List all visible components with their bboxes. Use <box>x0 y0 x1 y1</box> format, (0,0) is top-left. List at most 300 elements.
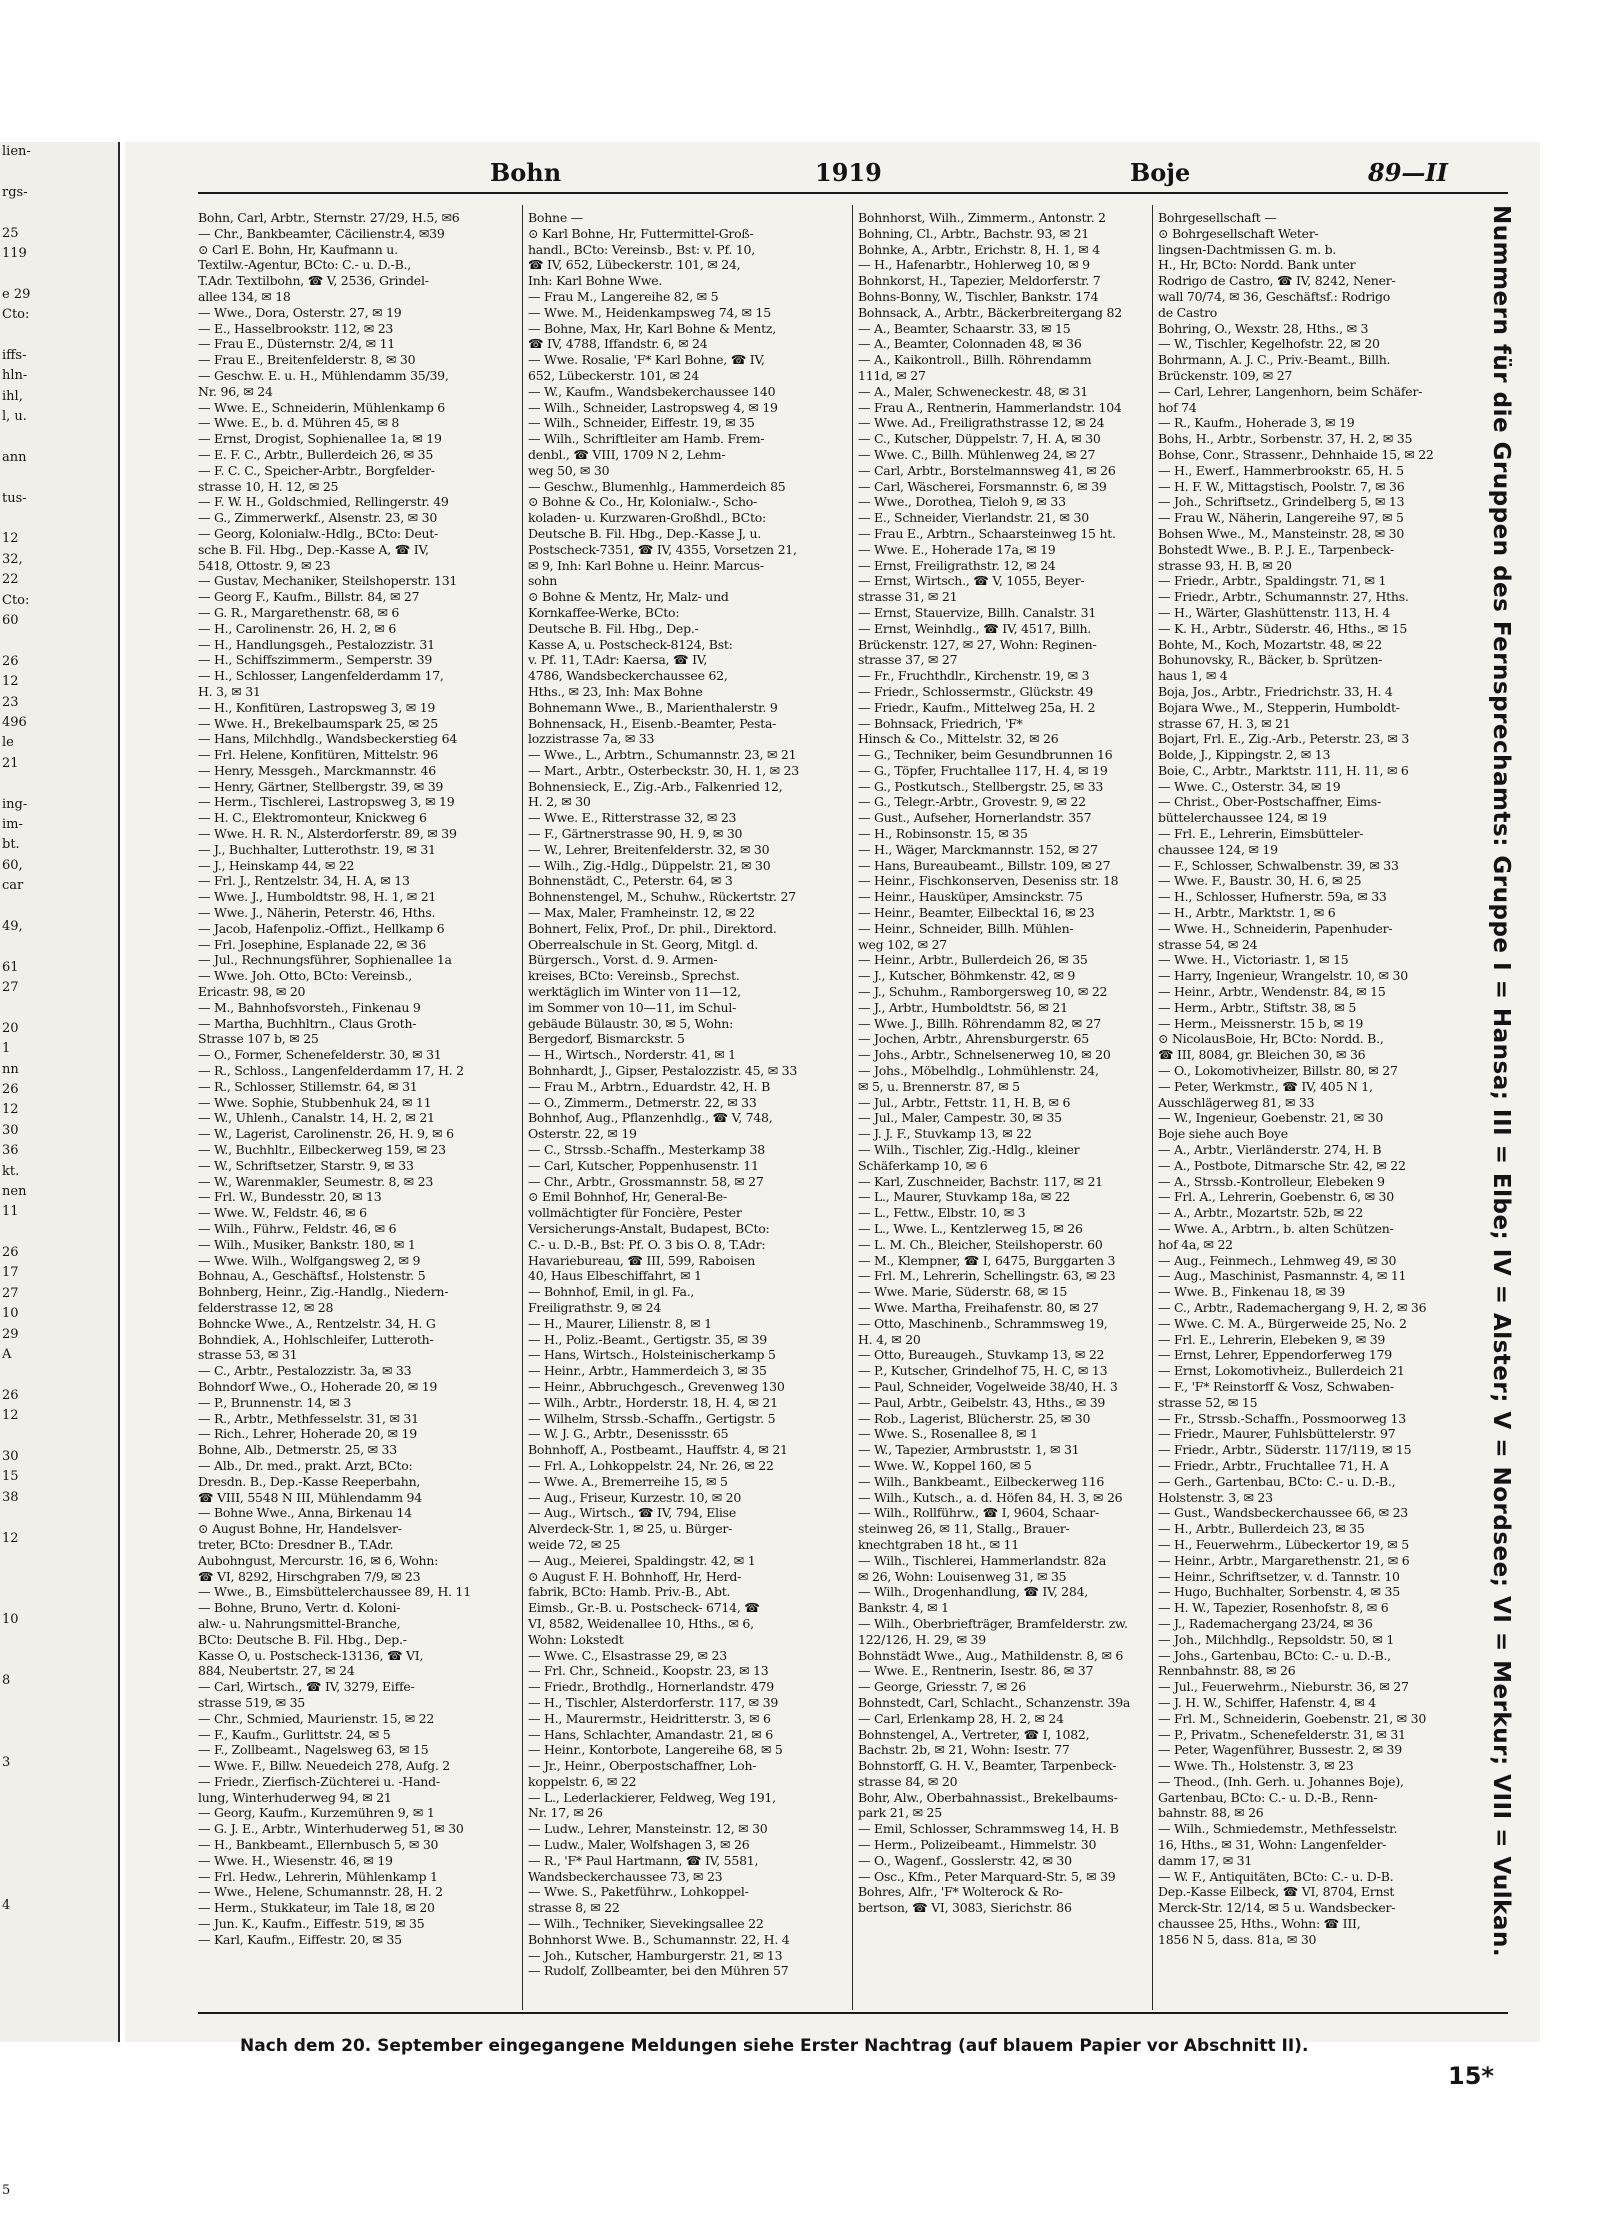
directory-entry-line: — H. C., Elektromonteur, Knickweg 6 <box>198 810 427 826</box>
directory-entry-line: C.- u. D.-B., Bst: Pf. O. 3 bis O. 8, T.Adr: <box>528 1236 766 1252</box>
directory-entry-line: Bohnenstengel, M., Schuhw., Rückertstr. 27 <box>528 889 796 905</box>
directory-entry-line: — L., Lederlackierer, Feldweg, Weg 191, <box>528 1789 776 1805</box>
facing-page-fragment: 30 <box>2 1122 19 1138</box>
directory-entry-line: Versicherungs-Anstalt, Budapest, BCto: <box>528 1221 770 1236</box>
facing-page-fragment <box>0 2018 118 2038</box>
directory-entry-line: — L. M. Ch., Bleicher, Steilshoperstr. 60 <box>858 1236 1103 1252</box>
directory-entry-line: — Aug., Feinmech., Lehmweg 49, ✉ 30 <box>1158 1252 1397 1268</box>
directory-entry-line: — Chr., Schmied, Maurienstr. 15, ✉ 22 <box>198 1710 435 1726</box>
footer-rule <box>198 2012 1508 2014</box>
directory-entry-line: — Ernst, Stauervize, Billh. Canalstr. 31 <box>858 604 1097 620</box>
facing-page-fragment <box>0 509 118 529</box>
directory-entry-line: — P., Brunnenstr. 14, ✉ 3 <box>198 1394 352 1410</box>
facing-page-fragment: 5 <box>2 2183 11 2199</box>
directory-entry-line: — Joh., Schriftsetz., Grindelberg 5, ✉ 13 <box>1158 494 1405 510</box>
directory-entry-line: ⊙ Bohne & Co., Hr, Kolonialw.-, Scho- <box>528 494 757 510</box>
directory-entry-line: Bohsen Wwe., M., Mansteinstr. 28, ✉ 30 <box>1158 525 1405 541</box>
directory-entry-line: — Emil, Schlosser, Schrammsweg 14, H. B <box>858 1821 1119 1837</box>
directory-entry-line: — H., Robinsonstr. 15, ✉ 35 <box>858 826 1028 842</box>
directory-entry-line: — W. F., Antiquitäten, BCto: C.- u. D-B. <box>1158 1868 1394 1884</box>
directory-entry-line: — J., Buchhalter, Lutterothstr. 19, ✉ 31 <box>198 841 436 857</box>
facing-page-fragment <box>0 2140 118 2160</box>
directory-entry-line: — G. R., Margarethenstr. 68, ✉ 6 <box>198 604 400 620</box>
directory-entry-line: — Heinr., Hausküper, Amsinckstr. 75 <box>858 889 1083 905</box>
directory-entry-line: — G., Zimmerwerkf., Alsenstr. 23, ✉ 30 <box>198 510 438 526</box>
directory-entry-line: — W., Ingenieur, Goebenstr. 21, ✉ 30 <box>1158 1110 1384 1126</box>
directory-entry-line: — Johs., Arbtr., Schnelsenerweg 10, ✉ 20 <box>858 1047 1111 1063</box>
directory-entry-line: — Frl. M., Schneiderin, Goebenstr. 21, ✉ 30 <box>1158 1710 1427 1726</box>
directory-entry-line: — R., Kaufm., Hoherade 3, ✉ 19 <box>1158 415 1355 431</box>
directory-entry-line: — P., Privatm., Schenefelderstr. 31, ✉ 31 <box>1158 1726 1406 1742</box>
directory-entry-line: Bergedorf, Bismarckstr. 5 <box>528 1031 685 1047</box>
directory-entry-line: — Frl. J., Rentzelstr. 34, H. A, ✉ 13 <box>198 873 410 889</box>
directory-entry-line: — Jul., Rechnungsführer, Sophienallee 1a <box>198 952 452 968</box>
directory-entry-line: Holstenstr. 3, ✉ 23 <box>1158 1489 1273 1505</box>
directory-entry-line: — L., Fettw., Elbstr. 10, ✉ 3 <box>858 1205 1026 1221</box>
directory-entry-line: — Wilh., Musiker, Bankstr. 180, ✉ 1 <box>198 1236 416 1252</box>
directory-entry-line: ⊙ NicolausBoie, Hr, BCto: Nordd. B., <box>1158 1031 1384 1047</box>
facing-page-fragment <box>0 1223 118 1243</box>
directory-entry-line: — Wwe., Dorothea, Tieloh 9, ✉ 33 <box>858 494 1066 510</box>
facing-page-fragment <box>0 896 118 916</box>
directory-entry-line: alw.- u. Nahrungsmittel-Branche, <box>198 1615 401 1631</box>
directory-entry-line: — J., Heinskamp 44, ✉ 22 <box>198 857 355 873</box>
facing-page-fragment: 49, <box>2 918 23 934</box>
directory-entry-line: — Frau M., Arbtrn., Eduardstr. 42, H. B <box>528 1078 771 1094</box>
directory-entry-line: lingsen-Dachtmissen G. m. b. <box>1158 241 1337 257</box>
directory-entry-line: — R., Arbtr., Methfesselstr. 31, ✉ 31 <box>198 1410 419 1426</box>
directory-entry-line: — Henry, Gärtner, Stellbergstr. 39, ✉ 39 <box>198 778 444 794</box>
directory-entry-line: Bohnhof, Aug., Pflanzenhdlg., ☎ V, 748, <box>528 1110 773 1126</box>
directory-entry-line: Bachstr. 2b, ✉ 21, Wohn: Isestr. 77 <box>858 1742 1070 1758</box>
directory-entry-line: strasse 84, ✉ 20 <box>858 1773 958 1789</box>
directory-entry-line: Alverdeck-Str. 1, ✉ 25, u. Bürger- <box>528 1521 733 1537</box>
directory-entry-line: — Ernst, Wirtsch., ☎ V, 1055, Beyer- <box>858 573 1085 589</box>
facing-page-fragment <box>0 1834 118 1854</box>
directory-entry-line: — F., Zollbeamt., Nagelsweg 63, ✉ 15 <box>198 1742 429 1758</box>
directory-entry-line: ☎ III, 8084, gr. Bleichen 30, ✉ 36 <box>1158 1047 1366 1063</box>
directory-entry-line: — R., Schlosser, Stillemstr. 64, ✉ 31 <box>198 1078 418 1094</box>
directory-entry-line: — Wwe. C., Elsastrasse 29, ✉ 23 <box>528 1647 727 1663</box>
directory-entry-line: — Heinr., Fischkonserven, Deseniss str. 18 <box>858 873 1119 889</box>
directory-entry-line: — H., Maurermstr., Heidritterstr. 3, ✉ 6 <box>528 1710 771 1726</box>
facing-page-fragment <box>0 326 118 346</box>
directory-entry-line: Kornkaffee-Werke, BCto: <box>528 604 680 620</box>
facing-page-fragment: l, u. <box>2 409 27 425</box>
facing-page-fragment <box>0 468 118 488</box>
directory-entry-line: Bohnkorst, H., Tapezier, Meldorferstr. 7 <box>858 273 1101 289</box>
directory-entry-line: — Wwe., B., Eimsbüttelerchaussee 89, H. 11 <box>198 1584 471 1600</box>
directory-entry-line: — H., Carolinenstr. 26, H. 2, ✉ 6 <box>198 620 397 636</box>
facing-page-fragment: 61 <box>2 959 19 975</box>
facing-page-fragment: 11 <box>2 1204 19 1220</box>
facing-page-fragment <box>0 1875 118 1895</box>
directory-entry-line: — Wwe. W., Feldstr. 46, ✉ 6 <box>198 1205 367 1221</box>
directory-entry-line: — K. H., Arbtr., Süderstr. 46, Hths., ✉ 15 <box>1158 620 1408 636</box>
column-divider <box>522 205 523 2010</box>
directory-entry-line: Bohstedt Wwe., B. P. J. E., Tarpenbeck- <box>1158 541 1394 557</box>
directory-entry-line: — Frl. Helene, Konfitüren, Mittelstr. 96 <box>198 747 438 763</box>
directory-entry-line: Bojara Wwe., M., Stepperin, Humboldt- <box>1158 699 1400 715</box>
directory-entry-line: 652, Lübeckerstr. 101, ✉ 24 <box>528 367 699 383</box>
directory-entry-line: Bohnberg, Heinr., Zig.-Handlg., Niedern- <box>198 1284 449 1300</box>
directory-entry-line: — Ernst, Lehrer, Eppendorferweg 179 <box>1158 1347 1392 1363</box>
directory-entry-line: Bohnstorff, G. H. V., Beamter, Tarpenbeck- <box>858 1758 1117 1774</box>
directory-entry-line: — C., Arbtr., Rademachergang 9, H. 2, ✉ 36 <box>1158 1299 1427 1315</box>
directory-entry-line: — Gust., Aufseher, Hornerlandstr. 357 <box>858 810 1092 826</box>
directory-entry-line: ✉ 5, u. Brennerstr. 87, ✉ 5 <box>858 1078 1020 1094</box>
facing-page-fragment <box>0 162 118 182</box>
directory-column-2 <box>528 210 846 2006</box>
directory-entry-line: — Gerh., Gartenbau, BCto: C.- u. D.-B., <box>1158 1473 1396 1489</box>
directory-entry-line: — Wwe. Joh. Otto, BCto: Vereinsb., <box>198 968 412 984</box>
directory-entry-line: — Wwe. J., Humboldtstr. 98, H. 1, ✉ 21 <box>198 889 437 905</box>
directory-entry-line: Bohns-Bonny, W., Tischler, Bankstr. 174 <box>858 288 1099 304</box>
facing-page-fragment: ann <box>2 449 27 465</box>
directory-entry-line: — Wwe. A., Bremerreihe 15, ✉ 5 <box>528 1473 728 1489</box>
directory-entry-line: ☎ VI, 8292, Hirschgraben 7/9, ✉ 23 <box>198 1568 421 1584</box>
directory-entry-line: Bohnemann Wwe., B., Marienthalerstr. 9 <box>528 699 778 715</box>
directory-entry-line: — Gustav, Mechaniker, Steilshoperstr. 131 <box>198 573 458 589</box>
directory-entry-line: — Wwe. W., Koppel 160, ✉ 5 <box>858 1457 1032 1473</box>
directory-entry-line: — Heinr., Arbtr., Wendenstr. 84, ✉ 15 <box>1158 984 1386 1000</box>
directory-entry-line: — Wwe. J., Näherin, Peterstr. 46, Hths. <box>198 905 436 921</box>
directory-entry-line: — W., Lagerist, Carolinenstr. 26, H. 9, ✉ 6 <box>198 1126 454 1142</box>
directory-entry-line: — Wilh., Arbtr., Horderstr. 18, H. 4, ✉ 21 <box>528 1394 778 1410</box>
directory-entry-line: — Bohne, Bruno, Vertr. d. Koloni- <box>198 1600 401 1616</box>
directory-entry-line: strasse 53, ✉ 31 <box>198 1347 298 1363</box>
header-rule <box>198 192 1508 194</box>
facing-page-fragment: 26 <box>2 1081 19 1097</box>
directory-entry-line: — A., Arbtr., Vierländerstr. 274, H. B <box>1158 1142 1382 1158</box>
facing-page-fragment: 3 <box>2 1754 11 1770</box>
directory-entry-line: — E. F. C., Arbtr., Bullerdeich 26, ✉ 35 <box>198 446 434 462</box>
directory-entry-line: Bohnhorst Wwe. B., Schumannstr. 22, H. 4 <box>528 1931 790 1947</box>
directory-entry-line: 122/126, H. 29, ✉ 39 <box>858 1631 986 1647</box>
directory-entry-line: — Geschw., Blumenhlg., Hammerdeich 85 <box>528 478 786 494</box>
directory-entry-line: sche B. Fil. Hbg., Dep.-Kasse A, ☎ IV, <box>198 541 429 557</box>
directory-entry-line: — Heinr., Arbtr., Bullerdeich 26, ✉ 35 <box>858 952 1088 968</box>
directory-entry-line: — Wilh., Schneider, Lastropsweg 4, ✉ 19 <box>528 399 778 415</box>
directory-entry-line: strasse 93, H. B, ✉ 20 <box>1158 557 1292 573</box>
directory-entry-line: Rennbahnstr. 88, ✉ 26 <box>1158 1663 1296 1679</box>
facing-page-fragment: bt. <box>2 837 20 853</box>
directory-entry-line: — Wilhelm, Strssb.-Schaffn., Gertigstr. 5 <box>528 1410 776 1426</box>
directory-entry-line: — Carl, Wäscherei, Forsmannstr. 6, ✉ 39 <box>858 478 1107 494</box>
directory-entry-line: — Carl, Wirtsch., ☎ IV, 3279, Eiffe- <box>198 1679 415 1695</box>
directory-entry-line: — Bohnsack, Friedrich, 'F* <box>858 715 1023 731</box>
directory-entry-line: Bohndorf Wwe., O., Hoherade 20, ✉ 19 <box>198 1378 438 1394</box>
directory-entry-line: — Frl. Josephine, Esplanade 22, ✉ 36 <box>198 936 426 952</box>
directory-entry-line: — Wilh., Drogenhandlung, ☎ IV, 284, <box>858 1584 1088 1600</box>
directory-entry-line: — H., Feuerwehrm., Lübeckertor 19, ✉ 5 <box>1158 1536 1409 1552</box>
header-year: 1919 <box>815 158 882 187</box>
directory-entry-line: — Frl. E., Lehrerin, Elebeken 9, ✉ 39 <box>1158 1331 1386 1347</box>
directory-entry-line: — W. J. G., Arbtr., Desenissstr. 65 <box>528 1426 729 1442</box>
directory-entry-line: Brückenstr. 109, ✉ 27 <box>1158 367 1293 383</box>
directory-entry-line: koladen- u. Kurzwaren-Großhdl., BCto: <box>528 510 766 526</box>
directory-entry-line: — W., Uhlenh., Canalstr. 14, H. 2, ✉ 21 <box>198 1110 435 1126</box>
directory-entry-line: — Paul, Arbtr., Geibelstr. 43, Hths., ✉ 39 <box>858 1394 1106 1410</box>
directory-entry-line: — Frl. Hedw., Lehrerin, Mühlenkamp 1 <box>198 1868 438 1884</box>
facing-page-fragment <box>0 1569 118 1589</box>
directory-entry-line: de Castro <box>1158 304 1218 320</box>
directory-entry-line: ☎ IV, 652, Lübeckerstr. 101, ✉ 24, <box>528 257 741 273</box>
directory-entry-line: — Wilh., Techniker, Sievekingsallee 22 <box>528 1916 764 1932</box>
directory-entry-line: — Wwe. H., Brekelbaumspark 25, ✉ 25 <box>198 715 438 731</box>
facing-page-fragment: 10 <box>2 1612 19 1628</box>
facing-page-fragment: 12 <box>2 531 19 547</box>
facing-page-fragment <box>0 1365 118 1385</box>
facing-page-fragment: 8 <box>2 1673 11 1689</box>
facing-page-fragment: 30 <box>2 1449 19 1464</box>
directory-entry-line: — Wwe., Dora, Osterstr. 27, ✉ 19 <box>198 304 402 320</box>
directory-entry-line: — Wilh., Tischlerei, Hammerlandstr. 82a <box>858 1552 1107 1568</box>
facing-page-fragment <box>0 1998 118 2018</box>
directory-entry-line: Bohning, Cl., Arbtr., Bachstr. 93, ✉ 21 <box>858 225 1089 241</box>
directory-entry-line: — Wwe. M., Heidenkampsweg 74, ✉ 15 <box>528 304 771 320</box>
directory-entry-line: Boje siehe auch Boye <box>1158 1126 1288 1142</box>
directory-entry-line: — Carl, Kutscher, Poppenhusenstr. 11 <box>528 1157 759 1173</box>
directory-entry-line: — Peter, Wagenführer, Bussestr. 2, ✉ 39 <box>1158 1742 1402 1758</box>
directory-entry-line: Bohnenstädt, C., Peterstr. 64, ✉ 3 <box>528 873 733 889</box>
facing-page-fragment: Cto: <box>2 592 30 608</box>
directory-entry-line: Textilw.-Agentur, BCto: C.- u. D.-B., <box>198 257 412 273</box>
directory-entry-line: — Friedr., Kaufm., Mittelweg 25a, H. 2 <box>858 699 1096 715</box>
directory-entry-line: Hths., ✉ 23, Inh: Max Bohne <box>528 683 703 699</box>
facing-page-fragment: 26 <box>2 1245 19 1261</box>
directory-entry-line: — Heinr., Abbruchgesch., Grevenweg 130 <box>528 1378 785 1394</box>
directory-entry-line: H. 3, ✉ 31 <box>198 683 261 699</box>
directory-entry-line: Bohndiek, A., Hohlschleifer, Lutteroth- <box>198 1331 434 1347</box>
directory-entry-line: handl., BCto: Vereinsb., Bst: v. Pf. 10, <box>528 241 755 257</box>
directory-entry-line: — Herm., Tischlerei, Lastropsweg 3, ✉ 19 <box>198 794 455 810</box>
directory-entry-line: Postscheck-7351, ☎ IV, 4355, Vorsetzen 21, <box>528 541 797 557</box>
directory-entry-line: Nr. 17, ✉ 26 <box>528 1805 603 1821</box>
directory-entry-line: — Friedr., Brothdlg., Hornerlandstr. 479 <box>528 1679 774 1695</box>
directory-entry-line: — Henry, Messgeh., Marckmannstr. 46 <box>198 762 436 778</box>
directory-entry-line: weg 102, ✉ 27 <box>858 936 947 952</box>
directory-entry-line: — H., Schiffszimmerm., Semperstr. 39 <box>198 652 433 668</box>
directory-entry-line: allee 134, ✉ 18 <box>198 288 291 304</box>
page-number: 15* <box>1448 2062 1494 2090</box>
column-divider <box>852 205 853 2010</box>
directory-entry-line: — Aug., Friseur, Kurzestr. 10, ✉ 20 <box>528 1489 742 1505</box>
facing-page-fragment: 21 <box>2 755 19 771</box>
directory-entry-line: — Hans, Wirtsch., Holsteinischerkamp 5 <box>528 1347 776 1363</box>
facing-page-fragment: 22 <box>2 572 19 588</box>
directory-entry-line: — H., Schlosser, Langenfelderdamm 17, <box>198 668 444 684</box>
facing-page-fragment: 10 <box>2 1306 19 1322</box>
facing-page-fragment <box>0 1936 118 1956</box>
directory-entry-line: BCto: Deutsche B. Fil. Hbg., Dep.- <box>198 1631 407 1647</box>
directory-entry-line: lozzistrasse 7a, ✉ 33 <box>528 731 655 747</box>
directory-entry-line: — A., Arbtr., Mozartstr. 52b, ✉ 22 <box>1158 1205 1364 1221</box>
directory-entry-line: — O., Lokomotivheizer, Billstr. 80, ✉ 27 <box>1158 1063 1398 1079</box>
directory-entry-line: — J., Arbtr., Humboldtstr. 56, ✉ 21 <box>858 999 1068 1015</box>
directory-entry-line: — L., Wwe. L., Kentzlerweg 15, ✉ 26 <box>858 1221 1083 1236</box>
directory-entry-line: 5418, Ottostr. 9, ✉ 23 <box>198 557 331 573</box>
directory-entry-line: — H. W., Tapezier, Rosenhofstr. 8, ✉ 6 <box>1158 1600 1389 1616</box>
directory-entry-line: — Carl, Erlenkamp 28, H. 2, ✉ 24 <box>858 1710 1064 1726</box>
directory-entry-line: — Rudolf, Zollbeamter, bei den Mühren 57 <box>528 1963 789 1979</box>
directory-entry-line: strasse 10, H. 12, ✉ 25 <box>198 478 339 494</box>
directory-entry-line: — F., 'F* Reinstorff & Vosz, Schwaben- <box>1158 1378 1394 1394</box>
directory-entry-line: — Heinr., Arbtr., Margarethenstr. 21, ✉ 6 <box>1158 1552 1410 1568</box>
facing-page-edge <box>0 142 120 2199</box>
directory-entry-line: — Carl, Arbtr., Borstelmannsweg 41, ✉ 26 <box>858 462 1116 478</box>
directory-entry-line: Bohres, Alfr., 'F* Wolterock & Ro- <box>858 1884 1063 1900</box>
directory-entry-line: Bohunovsky, R., Bäcker, b. Sprützen- <box>1158 652 1383 668</box>
directory-entry-line: — E., Hasselbrookstr. 112, ✉ 23 <box>198 320 394 336</box>
directory-entry-line: Bohr, Alw., Oberbahnassist., Brekelbaums- <box>858 1789 1118 1805</box>
directory-entry-line: — Wwe. Sophie, Stubbenhuk 24, ✉ 11 <box>198 1094 432 1110</box>
directory-entry-line: 884, Neubertstr. 27, ✉ 24 <box>198 1663 355 1679</box>
directory-entry-line: — Jr., Heinr., Oberpostschaffner, Loh- <box>528 1758 757 1774</box>
directory-entry-line: — H., Konfitüren, Lastropsweg 3, ✉ 19 <box>198 699 436 715</box>
directory-entry-line: Hinsch & Co., Mittelstr. 32, ✉ 26 <box>858 731 1059 747</box>
directory-entry-line: — Johs., Möbelhdlg., Lohmühlenstr. 24, <box>858 1063 1099 1079</box>
facing-page-fragment: lien- <box>2 144 31 159</box>
facing-page-fragment <box>0 1977 118 1997</box>
directory-entry-line: — H., Ewerf., Hammerbrookstr. 65, H. 5 <box>1158 462 1404 478</box>
directory-entry-line: Bohnke, A., Arbtr., Erichstr. 8, H. 1, ✉ 4 <box>858 241 1100 257</box>
facing-page-fragment <box>0 631 118 651</box>
facing-page-fragment: 27 <box>2 980 19 996</box>
directory-entry-line: — J., Rademachergang 23/24, ✉ 36 <box>1158 1615 1373 1631</box>
directory-entry-line: ⊙ Emil Bohnhof, Hr, General-Be- <box>528 1189 727 1205</box>
directory-entry-line: — W., Tischler, Kegelhofstr. 22, ✉ 20 <box>1158 336 1380 352</box>
directory-entry-line: — Wwe. Marie, Süderstr. 68, ✉ 15 <box>858 1284 1068 1300</box>
directory-entry-line: — Chr., Bankbeamter, Cäcilienstr.4, ✉39 <box>198 225 445 241</box>
directory-entry-line: koppelstr. 6, ✉ 22 <box>528 1773 637 1789</box>
facing-page-fragment <box>0 2120 118 2140</box>
directory-entry-line: — F., Gärtnerstrasse 90, H. 9, ✉ 30 <box>528 826 743 842</box>
directory-entry-line: wall 70/74, ✉ 36, Geschäftsf.: Rodrigo <box>1158 288 1391 304</box>
directory-entry-line: Aubohngust, Mercurstr. 16, ✉ 6, Wohn: <box>198 1552 439 1568</box>
facing-page-fragment: 36 <box>2 1143 19 1159</box>
directory-entry-line: — Hugo, Buchhalter, Sorbenstr. 4, ✉ 35 <box>1158 1584 1400 1600</box>
directory-entry-line: 40, Haus Elbeschiffahrt, ✉ 1 <box>528 1268 702 1284</box>
directory-entry-line: — J. J. F., Stuvkamp 13, ✉ 22 <box>858 1126 1032 1142</box>
facing-page-fragment: 119 <box>2 245 27 261</box>
directory-entry-line: — Bohne Wwe., Anna, Birkenau 14 <box>198 1505 412 1521</box>
directory-entry-line: — Jul., Arbtr., Fettstr. 11, H. B, ✉ 6 <box>858 1094 1071 1110</box>
directory-entry-line: — Wilh., Kutsch., a. d. Höfen 84, H. 3, ✉ 26 <box>858 1489 1123 1505</box>
directory-entry-line: Kasse O, u. Postscheck-13136, ☎ VI, <box>198 1647 424 1663</box>
facing-page-fragment: 12 <box>2 1102 19 1118</box>
directory-entry-line: Gartenbau, BCto: C.- u. D.-B., Renn- <box>1158 1789 1378 1805</box>
directory-entry-line: — Wwe. E., Rentnerin, Isestr. 86, ✉ 37 <box>858 1663 1094 1679</box>
directory-entry-line: — Frau E., Düsternstr. 2/4, ✉ 11 <box>198 336 395 352</box>
directory-entry-line: — Wwe. F., Baustr. 30, H. 6, ✉ 25 <box>1158 873 1362 889</box>
directory-entry-line: Wandsbeckerchaussee 73, ✉ 23 <box>528 1868 723 1884</box>
directory-entry-line: Oberrealschule in St. Georg, Mitgl. d. <box>528 936 758 952</box>
facing-page-fragment <box>0 1549 118 1569</box>
directory-entry-line: — Bohne, Max, Hr, Karl Bohne & Mentz, <box>528 320 776 336</box>
directory-entry-line: — W., Lehrer, Breitenfelderstr. 32, ✉ 30 <box>528 841 770 857</box>
directory-entry-line: 4786, Wandsbeckerchaussee 62, <box>528 668 728 684</box>
telephone-group-legend <box>1470 205 1532 2010</box>
directory-entry-line: Nr. 96, ✉ 24 <box>198 383 273 399</box>
directory-entry-line: — Christ., Ober-Postschaffner, Eims- <box>1158 794 1381 810</box>
directory-entry-line: — Frau W., Näherin, Langereihe 97, ✉ 5 <box>1158 510 1404 526</box>
facing-page-fragment <box>0 2201 118 2221</box>
directory-entry-line: lung, Winterhuderweg 94, ✉ 21 <box>198 1789 392 1805</box>
directory-entry-line: — M., Bahnhofsvorsteh., Finkenau 9 <box>198 999 421 1015</box>
directory-entry-line: — Frl. A., Lehrerin, Goebenstr. 6, ✉ 30 <box>1158 1189 1394 1205</box>
directory-entry-line: — Wwe. E., Hoherade 17a, ✉ 19 <box>858 541 1056 557</box>
header-left-keyword: Bohn <box>490 158 562 187</box>
facing-page-fragment: A <box>2 1347 12 1363</box>
directory-entry-line: — Wwe. Wilh., Wolfgangsweg 2, ✉ 9 <box>198 1252 421 1268</box>
telephone-group-legend-text: Nummern für die Gruppen des Fernsprechamts: Gruppe I = Hansa; III = Elbe; IV = Alster; V = Nordsee; VI = Merkur; VIII = Vulkan. <box>1488 205 1514 1958</box>
directory-entry-line: — W., Tapezier, Armbruststr. 1, ✉ 31 <box>858 1442 1080 1458</box>
directory-entry-line: — Mart., Arbtr., Osterbeckstr. 30, H. 1, ✉ 23 <box>528 762 799 778</box>
directory-entry-line: — Wwe. F., Billw. Neuedeich 278, Aufg. 2 <box>198 1758 450 1774</box>
directory-entry-line: — Friedr., Maurer, Fuhlsbüttelerstr. 97 <box>1158 1426 1396 1442</box>
directory-entry-line: — Rich., Lehrer, Hoherade 20, ✉ 19 <box>198 1426 417 1442</box>
directory-entry-line: — Wwe. Th., Holstenstr. 3, ✉ 23 <box>1158 1758 1354 1774</box>
directory-entry-line: — Ludw., Maler, Wolfshagen 3, ✉ 26 <box>528 1837 750 1853</box>
directory-entry-line: — L., Maurer, Stuvkamp 18a, ✉ 22 <box>858 1189 1071 1205</box>
directory-entry-line: H. 4, ✉ 20 <box>858 1331 921 1347</box>
directory-entry-line: — Max, Maler, Framheinstr. 12, ✉ 22 <box>528 905 755 921</box>
facing-page-fragment <box>0 2161 118 2181</box>
facing-page-fragment <box>0 1794 118 1814</box>
directory-entry-line: — Frl. A., Lohkoppelstr. 24, Nr. 26, ✉ 22 <box>528 1457 774 1473</box>
directory-entry-line: — Wwe. E., Schneiderin, Mühlenkamp 6 <box>198 399 445 415</box>
directory-entry-line: — Friedr., Arbtr., Spaldingstr. 71, ✉ 1 <box>1158 573 1387 589</box>
facing-page-fragment: 25 <box>2 225 19 241</box>
directory-entry-line: — G., Postkutsch., Stellbergstr. 25, ✉ 33 <box>858 778 1104 794</box>
directory-entry-line: — W., Kaufm., Wandsbekerchaussee 140 <box>528 383 776 399</box>
facing-page-fragment: rgs- <box>2 184 28 200</box>
directory-entry-line: ⊙ Bohrgesellschaft Weter- <box>1158 225 1319 241</box>
facing-page-fragment <box>0 2100 118 2120</box>
directory-entry-line: ⊙ Carl E. Bohn, Hr, Kaufmann u. <box>198 241 398 257</box>
directory-entry-line: — Ludw., Lehrer, Mansteinstr. 12, ✉ 30 <box>528 1821 768 1837</box>
directory-entry-line: — Frau A., Rentnerin, Hammerlandstr. 104 <box>858 399 1122 415</box>
directory-entry-line: denbl., ☎ VIII, 1709 N 2, Lehm- <box>528 446 726 462</box>
directory-entry-line: — E., Schneider, Vierlandstr. 21, ✉ 30 <box>858 510 1089 526</box>
directory-entry-line: 111d, ✉ 27 <box>858 367 926 383</box>
directory-entry-line: Bohne — <box>528 210 583 225</box>
directory-entry-line: Boie, C., Arbtr., Marktstr. 111, H. 11, ✉ 6 <box>1158 762 1409 778</box>
directory-entry-line: — Wilh., Tischler, Zig.-Hdlg., kleiner <box>858 1142 1080 1158</box>
directory-entry-line: — Frl. W., Bundesstr. 20, ✉ 13 <box>198 1189 382 1205</box>
directory-entry-line: Freiligrathstr. 9, ✉ 24 <box>528 1299 662 1315</box>
directory-entry-line: Dresdn. B., Dep.-Kasse Reeperbahn, <box>198 1473 421 1489</box>
directory-entry-line: Bohnhardt, J., Gipser, Pestalozzistr. 45, ✉ 33 <box>528 1063 798 1079</box>
directory-entry-line: knechtgraben 18 ht., ✉ 11 <box>858 1536 1019 1552</box>
directory-entry-line: — Wwe. S., Rosenallee 8, ✉ 1 <box>858 1426 1038 1442</box>
header-page-ref: 89—II <box>1368 158 1448 187</box>
directory-entry-line: — Wwe. Martha, Freihafenstr. 80, ✉ 27 <box>858 1299 1099 1315</box>
directory-entry-line: Bohn, Carl, Arbtr., Sternstr. 27/29, H.5, ✉6 <box>198 210 460 225</box>
facing-page-fragment: nen <box>2 1183 27 1199</box>
directory-entry-line: ⊙ Bohne & Mentz, Hr, Malz- und <box>528 589 729 605</box>
directory-entry-line: — Paul, Schneider, Vogelweide 38/40, H. 3 <box>858 1378 1118 1394</box>
directory-entry-line: — Herm., Stukkateur, im Tale 18, ✉ 20 <box>198 1900 435 1916</box>
directory-entry-line: 1856 N 5, dass. 81a, ✉ 30 <box>1158 1931 1317 1947</box>
directory-entry-line: hof 74 <box>1158 399 1197 415</box>
directory-entry-line: — H., Wärter, Glashüttenstr. 113, H. 4 <box>1158 604 1390 620</box>
directory-entry-line: steinweg 26, ✉ 11, Stallg., Brauer- <box>858 1521 1070 1537</box>
directory-entry-line: — Wwe. C. M. A., Bürgerweide 25, No. 2 <box>1158 1315 1407 1331</box>
facing-page-fragment: 23 <box>2 694 19 710</box>
directory-entry-line: — Heinr., Arbtr., Hammerdeich 3, ✉ 35 <box>528 1363 767 1379</box>
